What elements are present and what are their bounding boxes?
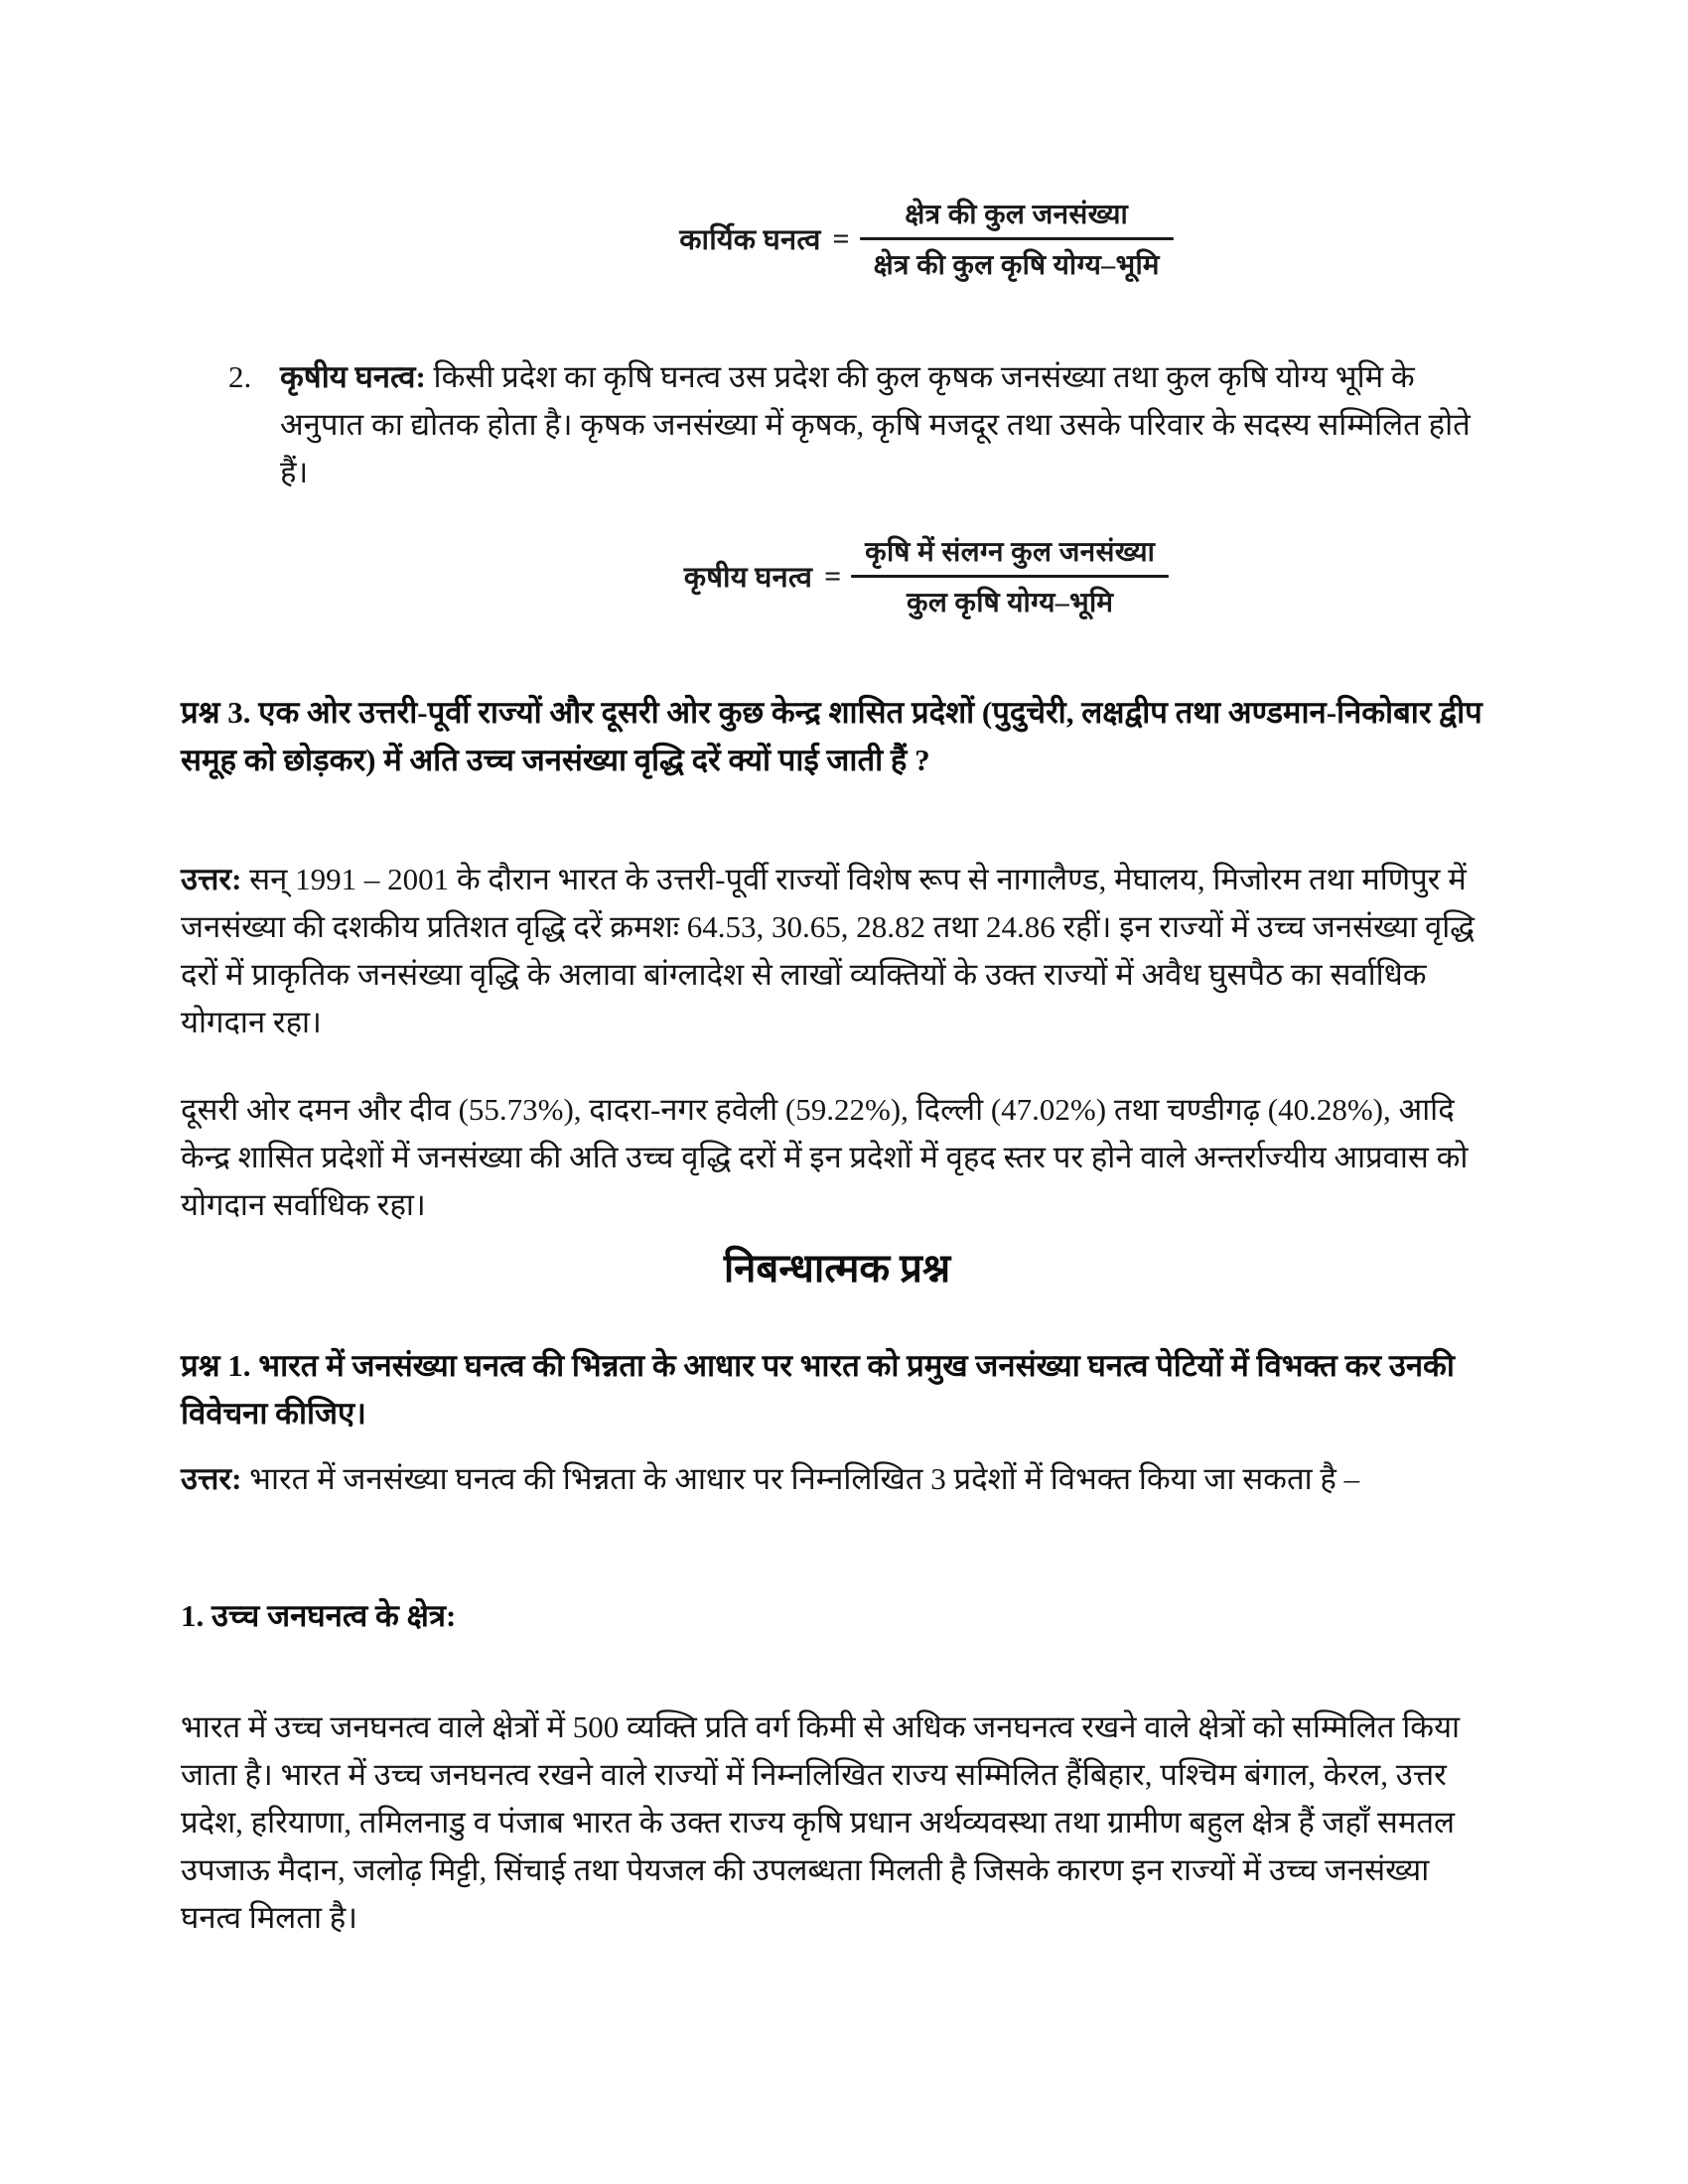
question-3-answer-paragraph-2: दूसरी ओर दमन और दीव (55.73%), दादरा-नगर हवेली (59.22%), दिल्ली (47.02%) तथा चण्डीगढ़ (40.28%), आदि केन्द्र शासित प्रदेशों में जनसंख्या की अति उच्च वृद्धि दरों में इन प्रदेशों में वृहद स्तर पर होने वाले अन्तर्राज्यीय आप्रवास को योगदान सर्वाधिक रहा। bbox=[181, 1092, 1469, 1222]
formula-krishiya-ghanatva bbox=[270, 532, 1583, 620]
essay-question-1-answer-intro bbox=[181, 1455, 1493, 1503]
list-item bbox=[228, 353, 1493, 496]
formula-karyik-ghanatva bbox=[270, 195, 1583, 283]
answer-label: उत्तर: bbox=[181, 1461, 242, 1496]
subsection-1-heading: 1. उच्च जनघनत्व के क्षेत्र: bbox=[181, 1598, 457, 1633]
equals-sign: = bbox=[824, 559, 842, 593]
fraction bbox=[860, 195, 1174, 283]
equals-sign: = bbox=[832, 221, 850, 255]
essay-question-1-heading: प्रश्न 1. भारत में जनसंख्या घनत्व की भिन्नता के आधार पर भारत को प्रमुख जनसंख्या घनत्व पेटियों में विभक्त कर उनकी विवेचना कीजिए। bbox=[181, 1348, 1455, 1431]
answer-body: भारत में जनसंख्या घनत्व की भिन्नता के आधार पर निम्नलिखित 3 प्रदेशों में विभक्त किया जा सकता है – bbox=[241, 1461, 1360, 1496]
subsection-1-body: भारत में उच्च जनघनत्व वाले क्षेत्रों में 500 व्यक्ति प्रति वर्ग किमी से अधिक जनघनत्व रखने वाले क्षेत्रों को सम्मिलित किया जाता है। भारत में उच्च जनघनत्व रखने वाले राज्यों में निम्नलिखित राज्य सम्मिलित हैंबिहार, पश्चिम बंगाल, केरल, उत्तर प्रदेश, हरियाणा, तमिलनाडु व पंजाब भारत के उक्त राज्य कृषि प्रधान अर्थव्यवस्था तथा ग्रामीण बहुल क्षेत्र हैं जहाँ समतल उपजाऊ मैदान, जलोढ़ मिट्टी, सिंचाई तथा पेयजल की उपलब्धता मिलती है जिसके कारण इन राज्यों में उच्च जनसंख्या घनत्व मिलता है। bbox=[181, 1709, 1461, 1935]
formula-expression bbox=[684, 532, 1169, 620]
fraction-numerator: कृषि में संलग्न कुल जनसंख्या bbox=[865, 537, 1156, 568]
answer-body: सन् 1991 – 2001 के दौरान भारत के उत्तरी-पूर्वी राज्यों विशेष रूप से नागालैण्ड, मेघालय, मिजोरम तथा मणिपुर में जनसंख्या की दशकीय प्रतिशत वृद्धि दरें क्रमशः 64.53, 30.65, 28.82 तथा 24.86 रहीं। इन राज्यों में उच्च जनसंख्या वृद्धि दरों में प्राकृतिक जनसंख्या वृद्धि के अलावा बांग्लादेश से लाखों व्यक्तियों के उक्त राज्यों में अवैध घुसपैठ का सर्वाधिक योगदान रहा। bbox=[181, 862, 1475, 1039]
formula-left-hand-side: कार्यिक घनत्व bbox=[679, 224, 821, 256]
question-3-heading: प्रश्न 3. एक ओर उत्तरी-पूर्वी राज्यों और दूसरी ओर कुछ केन्द्र शासित प्रदेशों (पुदुचेरी, लक्षद्वीप तथा अण्डमान-निकोबार द्वीप समूह को छोड़कर) में अति उच्च जनसंख्या वृद्धि दरें क्यों पाई जाती हैं ? bbox=[181, 695, 1482, 777]
fraction-numerator: क्षेत्र की कुल जनसंख्या bbox=[905, 200, 1129, 230]
list-item-marker: 2. bbox=[228, 359, 252, 394]
list-item-body: किसी प्रदेश का कृषि घनत्व उस प्रदेश की कुल कृषक जनसंख्या तथा कुल कृषि योग्य भूमि के अनुपात का द्योतक होता है। कृषक जनसंख्या में कृषक, कृषि मजदूर तथा उसके परिवार के सदस्य सम्मिलित होते हैं। bbox=[280, 359, 1471, 489]
formula-left-hand-side: कृषीय घनत्व bbox=[683, 562, 813, 594]
formula-expression bbox=[679, 195, 1174, 283]
list-item-term: कृषीय घनत्व: bbox=[280, 359, 426, 394]
fraction-denominator: कुल कृषि योग्य–भूमि bbox=[907, 588, 1114, 618]
fraction bbox=[851, 532, 1169, 620]
answer-label: उत्तर: bbox=[181, 862, 242, 896]
essay-section-title: निबन्धात्मक प्रश्न bbox=[723, 1246, 951, 1291]
question-3-answer-paragraph-1 bbox=[181, 856, 1493, 1046]
fraction-denominator: क्षेत्र की कुल कृषि योग्य–भूमि bbox=[873, 250, 1160, 281]
list-item-text bbox=[280, 353, 1493, 496]
